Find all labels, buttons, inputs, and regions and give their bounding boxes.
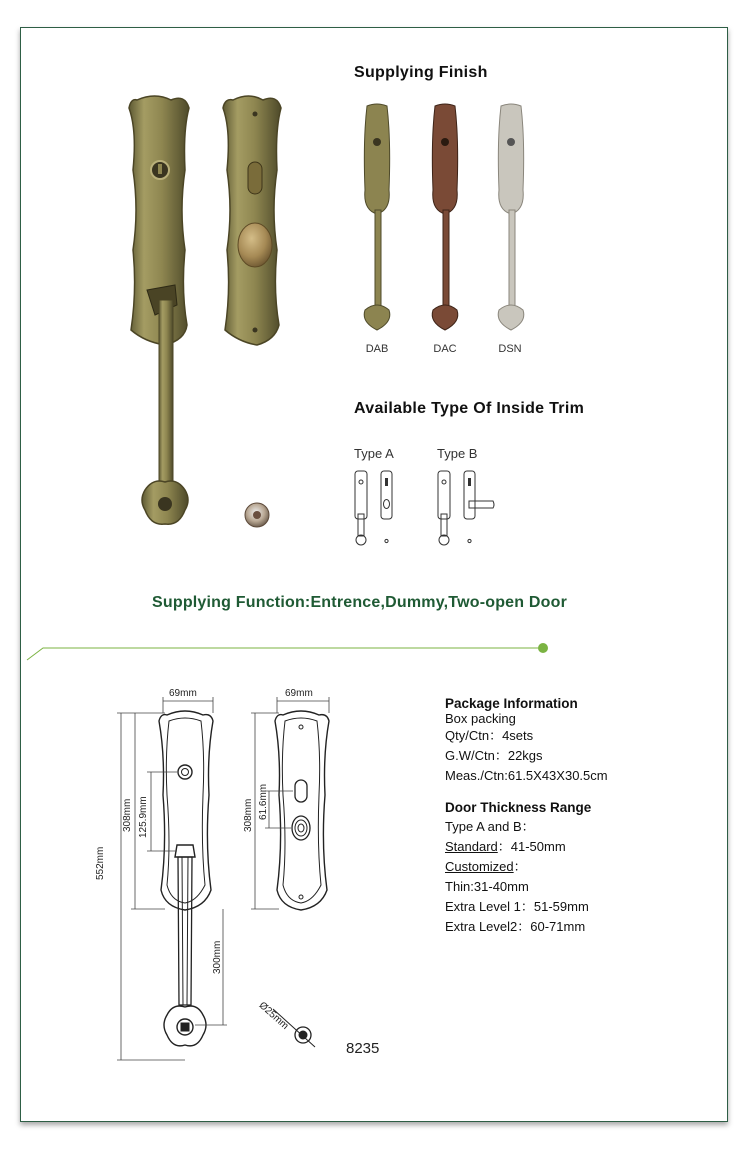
thickness-line: Extra Level2：60-71mm	[445, 919, 586, 934]
dim-width-left: 69mm	[169, 688, 197, 699]
type-b-label: Type B	[437, 446, 478, 461]
finish-samples	[355, 100, 535, 340]
knob-icon	[238, 223, 272, 267]
customized-label: Customized	[445, 859, 514, 874]
dim-bolt-diameter: Ø25mm	[256, 1000, 291, 1032]
finish-sample-dab	[364, 104, 390, 330]
finish-sample-dsn	[498, 104, 524, 330]
divider-dot-icon	[538, 643, 548, 653]
package-line: Qty/Ctn：4sets	[445, 728, 534, 743]
trim-type-b-drawing	[433, 468, 503, 548]
finish-label-dab: DAB	[365, 343, 389, 355]
standard-label: Standard	[445, 839, 498, 854]
package-line: Meas./Ctn:61.5X43X30.5cm	[445, 768, 608, 783]
customized-line	[445, 857, 715, 877]
inside-plate	[223, 96, 281, 345]
finish-sample-dac	[432, 104, 458, 330]
package-title: Package Information	[445, 696, 578, 711]
finish-title: Supplying Finish	[354, 64, 488, 81]
section-divider	[25, 640, 555, 664]
dim-cylinder-handle: 125.9mm	[138, 796, 149, 838]
trim-title: Available Type Of Inside Trim	[354, 400, 585, 417]
finish-label-dac: DAC	[433, 343, 457, 355]
customized-suffix: ：	[513, 859, 527, 874]
dim-plate-left: 308mm	[122, 798, 133, 832]
model-number: 8235	[346, 1040, 380, 1057]
standard-line	[445, 837, 715, 857]
finish-label-dsn: DSN	[498, 343, 522, 355]
package-info	[445, 696, 715, 786]
door-thickness-info	[445, 799, 715, 937]
thickness-line: Thin:31-40mm	[445, 879, 529, 894]
dim-plate-right: 308mm	[243, 798, 254, 832]
dim-width-right: 69mm	[285, 688, 313, 699]
standard-value: ：41-50mm	[497, 839, 566, 854]
function-text: Supplying Function:Entrence,Dummy,Two-open Door	[152, 594, 568, 611]
type-line: Type A and B：	[445, 819, 535, 834]
type-a-label: Type A	[354, 446, 394, 461]
dim-handle-length: 300mm	[212, 940, 223, 974]
package-line: Box packing	[445, 711, 516, 726]
thumb-turn-icon	[248, 162, 262, 194]
trim-type-a-drawing	[350, 468, 410, 548]
grip-handle	[159, 300, 173, 485]
product-photo	[115, 90, 325, 550]
door-thickness-title: Door Thickness Range	[445, 800, 592, 815]
technical-drawing	[105, 685, 415, 1070]
thickness-line: Extra Level 1：51-59mm	[445, 899, 589, 914]
package-line: G.W/Ctn：22kgs	[445, 748, 543, 763]
dim-total-height: 552mm	[95, 846, 106, 880]
dim-knob-spacing: 61.6mm	[258, 783, 269, 820]
